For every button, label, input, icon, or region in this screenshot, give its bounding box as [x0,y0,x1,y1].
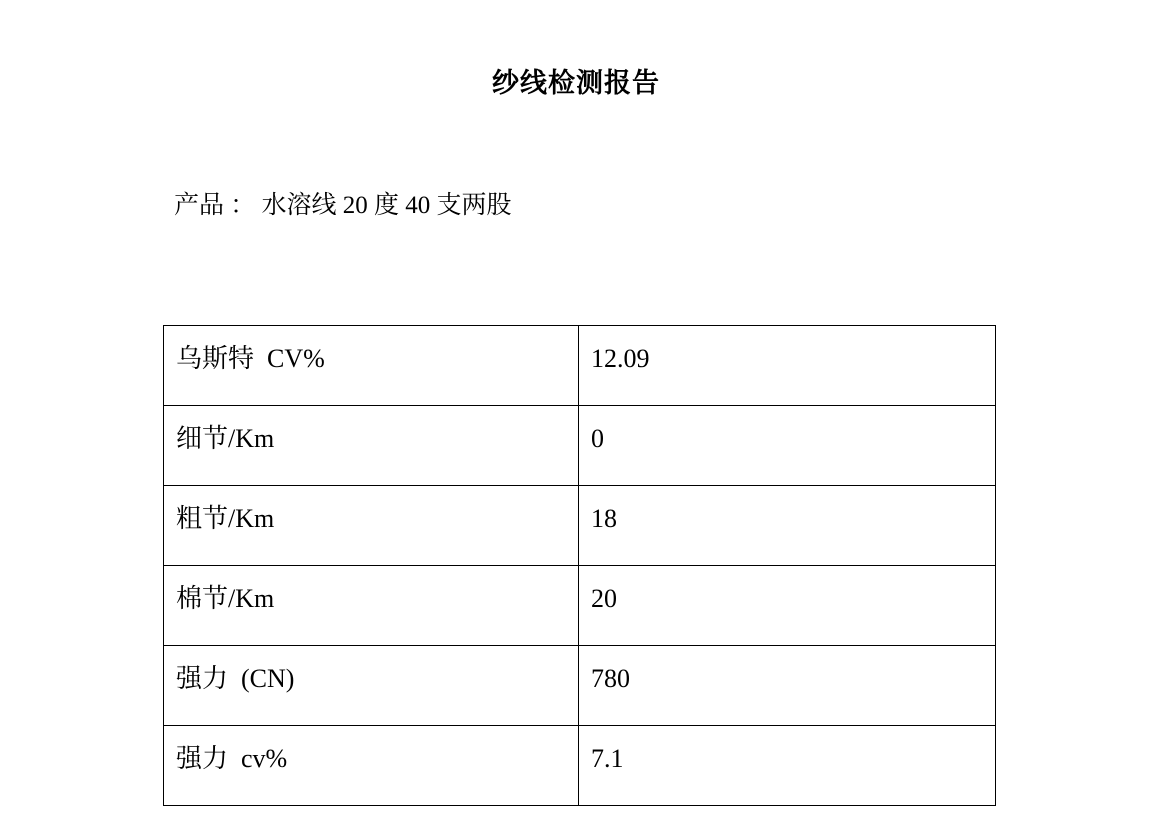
table-row [164,566,996,646]
metric-value-cell [579,566,996,646]
metric-value: 20 [591,584,617,613]
metric-label-cell [164,326,579,406]
metric-value-cell [579,326,996,406]
metric-value: 0 [591,424,604,453]
metric-value: 7.1 [591,744,624,773]
report-title: 纱线检测报告 [492,68,660,99]
metric-label: 乌斯特 CV% [176,344,325,373]
metric-value: 780 [591,664,630,693]
metric-value: 12.09 [591,344,650,373]
table-row [164,326,996,406]
table-row [164,486,996,566]
metric-label-cell [164,486,579,566]
metric-value-cell [579,486,996,566]
test-results-table [163,325,996,806]
metric-label: 强力 (CN) [176,664,295,693]
metric-label-cell [164,726,579,806]
metric-label-cell [164,406,579,486]
product-label: 产品 ： [174,192,256,219]
metric-label: 棉节/Km [176,584,275,613]
metric-label-cell [164,566,579,646]
metric-value: 18 [591,504,617,533]
table-row [164,406,996,486]
metric-label: 粗节/Km [176,504,275,533]
table-row [164,726,996,806]
product-line [174,188,512,224]
metric-label-cell [164,646,579,726]
metric-label: 细节/Km [176,424,275,453]
metric-value-cell [579,646,996,726]
metric-label: 强力 cv% [176,744,288,773]
metric-value-cell [579,726,996,806]
metric-value-cell [579,406,996,486]
table-row [164,646,996,726]
product-value: 水溶线 20 度 40 支两股 [261,192,512,219]
